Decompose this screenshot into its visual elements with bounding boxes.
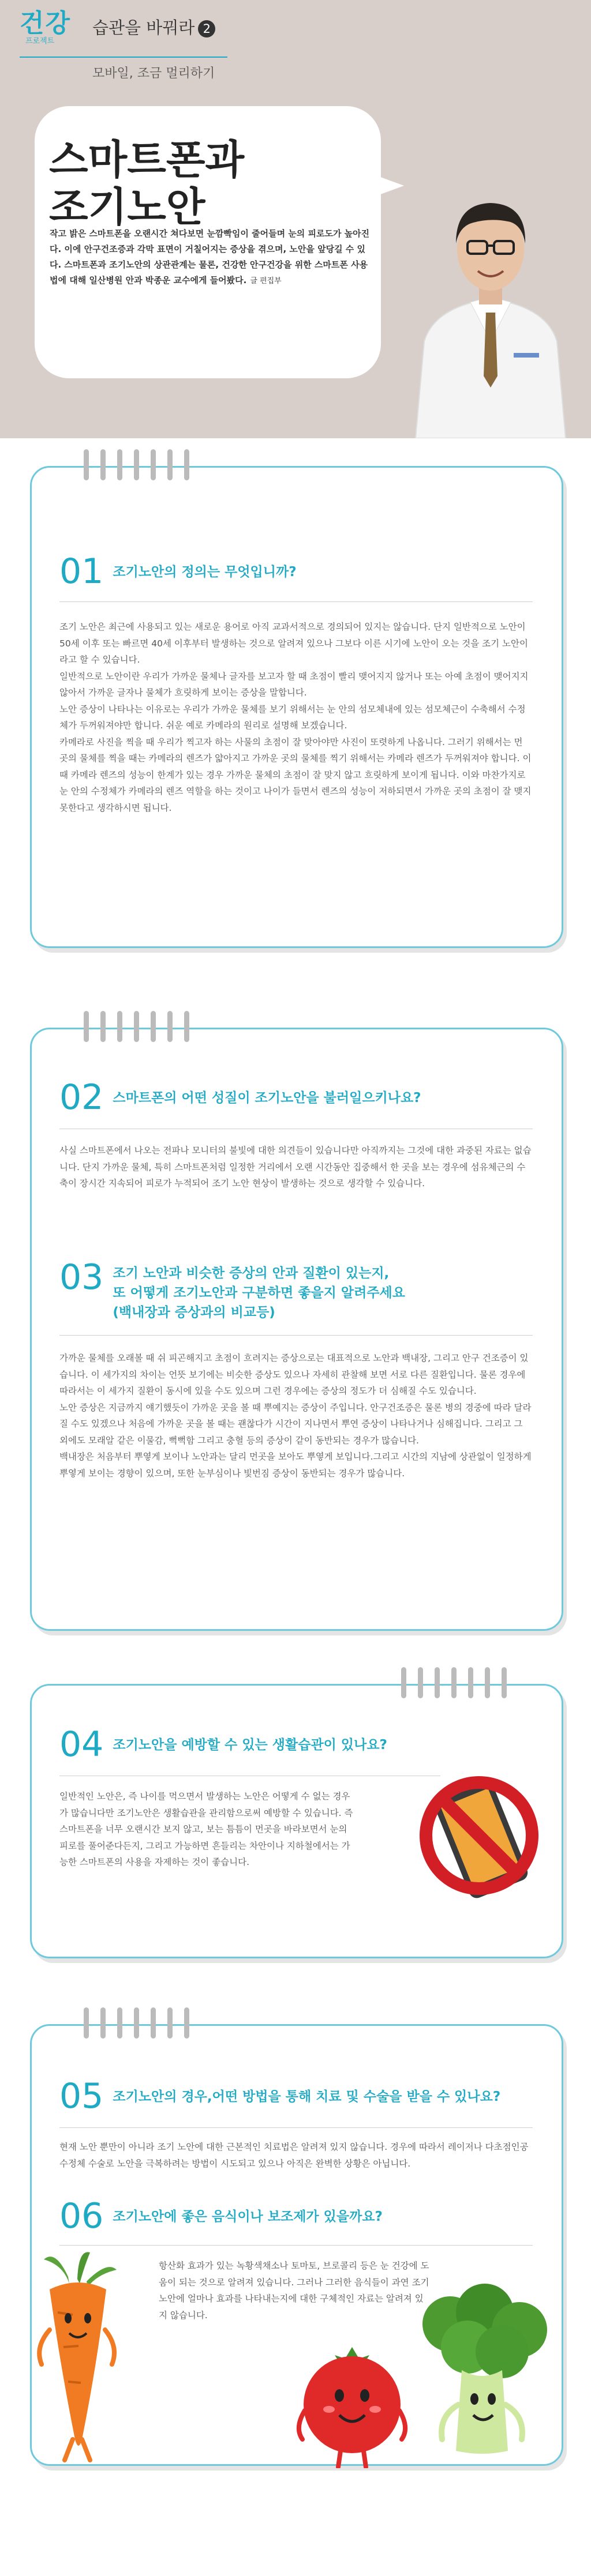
- section-number: 01: [59, 551, 104, 592]
- question-line: 또 어떻게 조기노안과 구분하면 좋을지 알려주세요: [113, 1285, 405, 1300]
- binder-ring: [151, 2007, 156, 2039]
- section-divider: [59, 2127, 533, 2128]
- hero-description: [50, 226, 373, 289]
- section-body-04: [59, 1788, 354, 1871]
- binder-ring: [184, 2007, 189, 2039]
- binder-ring: [100, 1011, 106, 1042]
- paragraph: 일반적인 노안은, 즉 나이를 먹으면서 발생하는 노안은 어떻게 수 없는 경우가 많습니다만 조기노안은 생활습관을 관리함으로써 예방할 수 있습니다. 즉 스마트폰을 너무 오랜시간 보지 않고, 보는 틈틈이 먼곳을 바라보면서 눈의 피로를 풀어준다든지, 그리고 가능하면 흔들리는 차안이나 지하철에서는 가능한 스마트폰의 사용을 자제하는 것이 좋습니다.: [59, 1791, 353, 1867]
- no-phone-icon: [413, 1755, 545, 1916]
- qa-card-01: [30, 466, 563, 948]
- section-heading-02: [59, 1077, 421, 1118]
- paragraph: 항산화 효과가 있는 녹황색채소나 토마토, 브로콜리 등은 눈 건강에 도움이 되는 것으로 알려져 있습니다. 그러나 그러한 음식들이 과연 조기노안에 얼마나 효과를 나타내는지에 대한 구체적인 자료는 알려져 있지 않습니다.: [159, 2261, 429, 2321]
- section-question: 조기노안의 정의는 무엇입니까?: [113, 565, 297, 580]
- binder-ring: [167, 1011, 173, 1042]
- binder-ring: [401, 1667, 406, 1698]
- binder-ring: [100, 449, 106, 480]
- paragraph: 카메라로 사진을 찍을 때 우리가 찍고자 하는 사물의 초점이 잘 맞아야만 사진이 또렷하게 나옵니다. 그러기 위해서는 먼 곳의 물체를 찍을 때는 카메라의 렌즈가 얇아지고 가까운 곳의 물체를 찍기 위해서는 카메라 렌즈가 두꺼워져야 합니다. 이때 카메라 렌즈의 성능이 한계가 있는 경우 가까운 물체의 초점이 잘 맞지 않고 흐릿하게 보이게 됩니다. 이와 마찬가지로 눈 안의 수정체가 카메라의 렌즈 역할을 하는 것이고 나이가 들면서 렌즈의 성능이 저하되면서 가까운 곳의 초점이 잘 맺지 못한다고 생각하시면 됩니다.: [59, 736, 532, 813]
- qa-card-02-03: [30, 1028, 563, 1631]
- series-divider: [20, 57, 227, 58]
- section-question: 조기노안의 경우,어떤 방법을 통해 치료 및 수술을 받을 수 있나요?: [113, 2089, 501, 2104]
- section-heading-03: [59, 1257, 405, 1322]
- binder-ring: [134, 1011, 139, 1042]
- section-number: 04: [59, 1724, 104, 1765]
- series-subtitle: 모바일, 조금 멀리하기: [92, 66, 215, 81]
- section-body-03: [59, 1350, 533, 1481]
- category-title: 건강: [20, 9, 72, 38]
- binder-ring: [84, 2007, 89, 2039]
- carrot-icon: [32, 2249, 125, 2462]
- binder-ring: [151, 449, 156, 480]
- paragraph: 조기 노안은 최근에 사용되고 있는 새로운 용어로 아직 교과서적으로 경의되어 있지는 않습니다. 단지 일반적으로 노안이 50세 이후 또는 빠르면 40세 이후부터 발생하는 것으로 알려져 있으나 그보다 이른 시기에 노안이 오는 것을 조기 노안이라고 할 수 있습니다.: [59, 622, 528, 665]
- category-tag: [20, 10, 71, 46]
- question-line: (백내장과 증상과의 비교등): [113, 1305, 275, 1320]
- title-line-2: 조기노안: [49, 183, 205, 231]
- binder-ring: [451, 1667, 457, 1698]
- paragraph: 백내장은 처음부터 뿌옇게 보이나 노안과는 달리 먼곳을 보아도 뿌옇게 보입니다.그리고 시간의 지남에 상관없이 일정하게 뿌옇게 보이는 경향이 있으며, 또한 눈부심이나 빛번짐 증상이 동반되는 경우가 많습니다.: [59, 1451, 532, 1479]
- binder-ring: [167, 2007, 173, 2039]
- question-line: 조기 노안과 비슷한 증상의 안과 질환이 있는지,: [113, 1266, 390, 1281]
- paragraph: 사실 스마트폰에서 나오는 전파나 모니터의 불빛에 대한 의견들이 있습니다만 아직까지는 그것에 대한 과중된 자료는 없습니다. 단지 가까운 물체, 특히 스마트폰처럼 일정한 거리에서 오랜 시간동안 집중해서 한 곳을 보는 경우에 섬유체근의 수축이 장시간 지속되어 피로가 누적되어 조기 노안 현상이 발생하는 것으로 생각할 수 있습니다.: [59, 1145, 532, 1189]
- series-title: [92, 15, 215, 39]
- section-heading-04: [59, 1724, 387, 1765]
- binder-rings: [84, 449, 189, 480]
- section-number: 02: [59, 1077, 104, 1118]
- qa-card-04: [30, 1684, 563, 1958]
- section-body-02: [59, 1142, 533, 1192]
- section-question: 조기노안에 좋은 음식이나 보조제가 있을까요?: [113, 2209, 383, 2224]
- section-number: 05: [59, 2076, 104, 2116]
- page-title: [49, 136, 244, 231]
- binder-ring: [117, 449, 122, 480]
- binder-rings: [84, 2007, 189, 2039]
- binder-ring: [134, 449, 139, 480]
- section-question: [113, 1260, 405, 1322]
- paragraph: 가까운 물체를 오래볼 때 쉬 피곤해지고 초점이 흐려지는 증상으로는 대표적으로 노안과 백내장, 그리고 안구 건조증이 있습니다. 이 세가지의 차이는 언뜻 보기에는 비슷한 증상도 있으나 자세히 관찰해 보면 서로 다른 질환입니다. 물론 경우에 따라서는 이 세가지 질환이 동시에 있을 수도 있으며 그런 경우에는 증상의 정도가 더 심해질 수도 있습니다.: [59, 1353, 529, 1396]
- binder-ring: [100, 2007, 106, 2039]
- binder-ring: [184, 449, 189, 480]
- paragraph: 노안 증상은 지금까지 얘기했듯이 가까운 곳을 볼 때 뿌예지는 증상이 주입니다. 안구건조증은 물론 병의 경중에 따라 달라 질 수도 있겠으나 처음에 가까운 곳을 볼 때는 괜찮다가 시간이 지나면서 뿌연 증상이 나타나거나 심해집니다. 그리고 그 외에도 모래알 같은 이물감, 뻑뻑함 그리고 충혈 등의 증상이 같이 동반되는 경우가 많습니다.: [59, 1402, 532, 1446]
- binder-ring: [485, 1667, 490, 1698]
- paragraph: 노안 증상이 나타나는 이유로는 우리가 가까운 물체를 보기 위해서는 눈 안의 섬모체내에 있는 섬모체근이 수축해서 수정체가 두꺼워져야만 합니다. 쉬운 예로 카메라의 원리로 설명해 보겠습니다.: [59, 704, 526, 731]
- section-divider: [59, 601, 533, 602]
- binder-ring: [117, 1011, 122, 1042]
- tomato-icon: [294, 2336, 410, 2468]
- binder-ring: [435, 1667, 440, 1698]
- section-number: 03: [59, 1257, 104, 1298]
- section-body-06: [159, 2258, 430, 2323]
- binder-ring: [84, 1011, 89, 1042]
- section-question: 조기노안을 예방할 수 있는 생활습관이 있나요?: [113, 1738, 387, 1753]
- binder-ring: [117, 2007, 122, 2039]
- binder-rings: [84, 1011, 189, 1042]
- section-number: 06: [59, 2196, 104, 2236]
- binder-rings: [401, 1667, 507, 1698]
- binder-ring: [502, 1667, 507, 1698]
- binder-ring: [151, 1011, 156, 1042]
- description-text: 작고 밝은 스마트폰을 오랜시간 쳐다보면 눈깜빡임이 줄어들며 눈의 피로도가 높아진다. 이에 안구건조증과 각막 표면이 거칠어지는 증상을 겪으며, 노안을 앞당길 수 있다. 스마트폰과 조기노안의 상관관계는 물론, 건강한 안구건강을 위한 스마트폰 사용법에 대해 일산병원 안과 박종운 교수에게 들어봤다.: [50, 228, 370, 285]
- section-question: 스마트폰의 어떤 성질이 조기노안을 불러일으키나요?: [113, 1090, 421, 1105]
- paragraph: 일반적으로 노안이란 우리가 가까운 물체나 글자를 보고자 할 때 초점이 빨리 맺어지지 않거나 또는 아예 초점이 맺어지지 않아서 가까운 글자나 물체가 흐릿하게 보이는 증상을 말합니다.: [59, 671, 529, 698]
- section-heading-05: [59, 2076, 501, 2116]
- binder-ring: [167, 449, 173, 480]
- binder-ring: [134, 2007, 139, 2039]
- paragraph: 현재 노안 뿐만이 아니라 조기 노안에 대한 근본적인 치료법은 알려져 있지 않습니다. 경우에 따라서 레이저나 다초점인공수정체 수술로 노안을 극복하려는 방법이 시도되고 있으나 아직은 완벽한 상황은 아닙니다.: [59, 2142, 529, 2169]
- author-credit: 글 편집부: [250, 277, 282, 285]
- series-number-badge: 2: [198, 20, 215, 37]
- doctor-portrait: [398, 168, 583, 438]
- title-line-1: 스마트폰과: [49, 136, 245, 183]
- section-divider: [59, 2245, 533, 2246]
- section-divider: [59, 1335, 533, 1336]
- series-title-text: 습관을 바꿔라: [92, 18, 195, 37]
- binder-ring: [184, 1011, 189, 1042]
- hero-banner: [0, 0, 591, 438]
- binder-ring: [418, 1667, 423, 1698]
- section-body-01: [59, 619, 533, 816]
- category-subtitle: 프로젝트: [25, 37, 55, 46]
- binder-ring: [84, 449, 89, 480]
- section-heading-06: [59, 2196, 383, 2236]
- section-heading-01: [59, 551, 297, 592]
- binder-ring: [468, 1667, 473, 1698]
- broccoli-icon: [410, 2284, 554, 2468]
- section-body-05: [59, 2139, 533, 2172]
